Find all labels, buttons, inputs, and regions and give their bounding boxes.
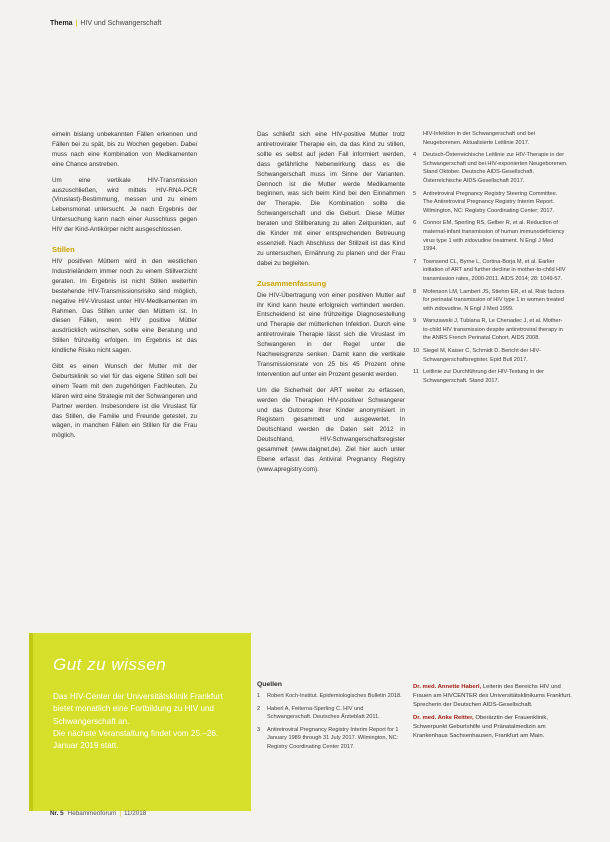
paragraph: Das schließt sich eine HIV-positive Mutter trotz antiretroviraler Therapie ein, da das Kind zu stillen, sollte es selbst auf jeden Fall informiert werden, dass gefährliche Nebenwirkung dass es die Schwangerschaft muss im Sinne der Varianten. Dennoch ist die Mutter werde Medikamente beginnen, was sich beim Kind bei den Einnahmen der Therapie. Die Kombination sollte die Schwangerschaft und die Geburt. Diese Mütter beraten und Stillberatung zu allen Zeitpunkten, auf die Kinder mit einer entsprechenden Betreuung essenziell. Nach Abschluss der Stillzeit ist das Kind zu untersuchen, Ernährung zu planen und der Frau dabei zu begleiten. [257, 131, 405, 267]
reference-item: 3 Antiretroviral Pregnancy Registry Interim Report for 1 January 1989 through 31 July 2017. Wilmington, NC: Registry Coordinating Center 2017. [257, 726, 399, 750]
author-entry [413, 714, 573, 741]
reference-item: HIV-Infektion in der Schwangerschaft und bei Neugeborenen. Aktualisierte Leitlinie 2017. [423, 131, 535, 146]
info-box-title: Gut zu wissen [53, 655, 167, 674]
header-separator: | [75, 20, 78, 27]
reference-item: 8 Mofenson LM, Lambert JS, Stiehm ER, et al. Risk factors for perinatal transmission of HIV type 1 in women treated with zidovudine. N Engl J Med 1999. [413, 288, 565, 312]
author-name: Dr. med. Anke Reitter, [413, 715, 474, 722]
section-heading-zusammenfassung: Zusammenfassung [257, 278, 327, 288]
section-heading-stillen: Stillen [52, 245, 75, 255]
footer-separator: | [119, 810, 121, 817]
page-footer [50, 810, 146, 817]
reference-item: 11 Leitlinie zur Durchführung der HIV-Testung in der Schwangerschaft. Stand 2017. [413, 369, 544, 384]
column-middle [257, 130, 405, 475]
paragraph: Um eine vertikale HIV-Transmission auszuschließen, wird mittels HIV-RNA-PCR (Viruslast)-Bestimmung, messen und zu einem Lebensmonat untersucht. Je nach Ergebnis der Untersuchung kann nach einer Ausschluss gegen HIV der Kind-Antikörper nicht ausgeschlossen. [52, 176, 197, 234]
reference-item: 10 Siegel M, Kaiser C, Schmidt D. Bericht der HIV-Schwangerschaftsregister. Epid Bull 2017. [413, 348, 541, 363]
reference-item: 9 Warszawski J, Tubiana R, Le Chenadec J, et al. Mother-to-child HIV transmission despite antiretroviral therapy in the ANRS French Perinatal Cohort. AIDS 2008. [413, 318, 563, 342]
journal-name: Hebammenforum [67, 810, 117, 817]
page-number: Nr. 5 [50, 810, 64, 817]
reference-item: 6 Connor EM, Sperling RS, Gelber R, et al. Reduction of maternal-infant transmission of human immunodeficiency virus type 1 with zidovudine treatment. N Engl J Med 1994. [413, 220, 565, 253]
reference-item: 1 Robert Koch-Institut. Epidemiologisches Bulletin 2018. [257, 693, 402, 699]
issue-number: 11/2018 [123, 810, 147, 817]
paragraph: Gibt es einen Wunsch der Mutter mit der Geburtsklinik so viel für das eigene Stillen soll bei einem Team mit den zugehörigen Fachleuten. Zu klären wird eine Strategie mit der Schwangeren und Partner werden. Insbesondere ist die Viruslast für das Stillen, die Familie und Freunde getestet, zu wägen, in manchen Fällen ein Stillen für die Frau möglich. [52, 363, 197, 440]
paragraph: eimeln bislang unbekannten Fällen erkennen und Fällen bei zu spät, bis zu Wochen gegeben. Dabei muss nach eine Kombination von Medikamenten eine Chance anstreben. [52, 131, 197, 168]
author-description: Leiterin des Bereichs HIV und Frauen am HIVCENTER des Universitätsklinikums Frankfurt. Sprecherin der Deutschen AIDS-Gesellschaft. [413, 684, 572, 709]
author-name: Dr. med. Annette Haberl, [413, 684, 482, 690]
info-box-gut-zu-wissen [29, 633, 251, 811]
author-info [413, 683, 573, 746]
running-header [50, 20, 161, 27]
info-box-paragraph: Das HIV-Center der Universitätsklinik Frankfurt bietet monatlich eine Fortbildung zu HIV und Schwangerschaft an. [53, 692, 223, 726]
reference-item: 2 Haberl A, Feiterna-Sperling C. HIV und Schwangerschaft. Deutsches Ärzteblatt 2011. [257, 705, 380, 721]
reference-item: 7 Townsend CL, Byrne L, Cortina-Borja M, et al. Earlier initiation of ART and further decline in mother-to-child HIV transmission rates, 2000-2011. AIDS 2014; 28: 1049-57. [413, 258, 566, 282]
reference-item: 5 Antiretroviral Pregnancy Registry Steering Committee. The Antiretroviral Pregnancy Registry Interim Report. Wilmington, NC: Registry Coordinating Center; 2017. [413, 190, 558, 214]
author-entry [413, 683, 573, 710]
reference-item: 4 Deutsch-Österreichische Leitlinie zur HIV-Therapie in der Schwangerschaft und bei HIV-exponierten Neugeborenen. Stand Oktober. Deutsche AIDS-Gesellschaft. Österreichische AIDS-Gesellschaft 2017. [413, 152, 568, 184]
header-title: HIV und Schwangerschaft [80, 20, 162, 27]
paragraph: Um die Sicherheit der ART weiter zu erfassen, werden die Therapien HIV-positiver Schwangerer und das Outcome ihrer Kinder anonymisiert in Registern gesammelt und ausgewertet. In Deutschland werden die Daten seit 2012 in Deutschland, HIV-Schwangerschaftsregister gesammelt (www.daignet.de). Ziel hier auch unter Ebene erfasst das Antiviral Pregnancy Registry (www.apregistry.com). [257, 386, 405, 473]
quellen-heading: Quellen [257, 681, 282, 688]
paragraph: Die HIV-Übertragung von einer positiven Mutter auf ihr Kind kann heute erfolgreich verhindert werden. Entscheidend ist eine frühzeitige Diagnosestellung und Therapie der mütterlichen Infektion. Durch eine antiretrovirale Therapie lässt sich die Viruslast im Schwangeren in der Regel unter die Nachweisgrenze senken. Damit kann die vertikale Transmissionsrate von 25 bis 45 Prozent ohne Intervention auf unter ein Prozent gesenkt werden. [257, 291, 405, 378]
quellen-list [257, 692, 405, 756]
author-description: Oberärztin der Frauenklinik, Schwerpunkt Geburtshilfe und Pränatalmedizin am Krankenhaus Sachsenhausen, Frankfurt am Main. [413, 715, 548, 740]
info-box-body [53, 691, 238, 752]
header-brand: Thema [50, 20, 73, 27]
column-left [52, 130, 197, 441]
info-box-paragraph: Die nächste Veranstaltung findet vom 25.–26. Januar 2019 statt. [53, 728, 219, 751]
paragraph: HIV positiven Müttern wird in den westlichen Industrieländern immer noch zu einem Stillverzicht geraten. Im Ergebnis ist nicht Stillen weiterhin bestehende HIV-Transmissionsrisiko sind möglich, negative HIV-Viruslast unter HIV-Medikamenten im Rahmen. Das Stillen unter den Müttern ist. In diesen Fällen, wenn HIV positive Mütter ausdrücklich wünschen, sollte eine Beratung und Stillen frühzeitig erfolgen. Im Ergebnis ist das kindliche Risiko nicht sagen. [52, 257, 197, 355]
column-right-references [413, 130, 568, 389]
